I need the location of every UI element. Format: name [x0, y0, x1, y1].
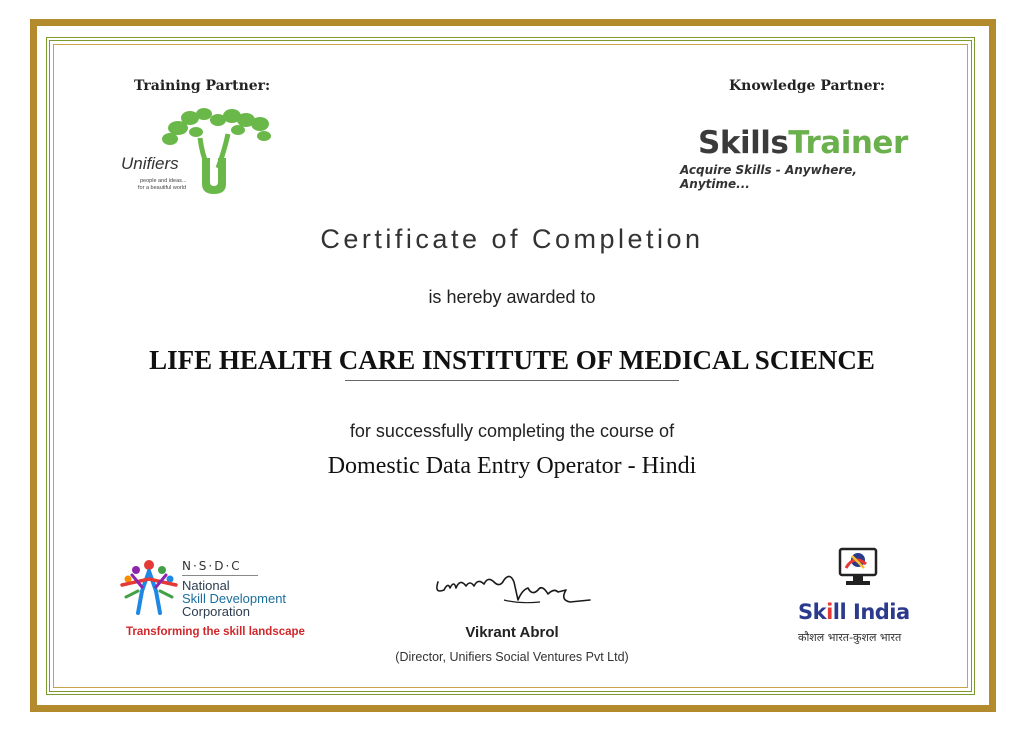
- nsdc-name-line3: Corporation: [182, 604, 250, 619]
- signatory-title: (Director, Unifiers Social Ventures Pvt Ltd): [395, 650, 629, 664]
- computer-hand-logo-icon: [836, 546, 880, 590]
- skillstrainer-wordmark: [680, 125, 930, 161]
- course-intro-text: for successfully completing the course of: [349, 421, 675, 441]
- recipient-name: LIFE HEALTH CARE INSTITUTE OF MEDICAL SCIENCE: [149, 345, 875, 375]
- certificate-title: Certificate of Completion: [320, 224, 704, 254]
- skillstrainer-trainer-text: Trainer: [788, 125, 908, 161]
- unifiers-tagline-1: people and ideas...: [140, 178, 187, 184]
- skill-india-hindi-tagline: कौशल भारत-कुशल भारत: [798, 631, 902, 644]
- skillstrainer-skills-text: Skills: [698, 125, 789, 161]
- recipient-underline: [345, 380, 679, 381]
- unifiers-logo: [118, 106, 278, 198]
- skill-india-title-part1: Sk: [798, 600, 827, 624]
- awarded-text: is hereby awarded to: [428, 287, 596, 307]
- skill-india-logo: [792, 546, 932, 646]
- signature-icon: [430, 560, 600, 615]
- nsdc-name-line1: National: [182, 578, 230, 593]
- nsdc-letters: N·S·D·C: [182, 559, 242, 573]
- skillstrainer-tagline: Acquire Skills - Anywhere, Anytime...: [680, 163, 857, 191]
- skill-india-i-accent: i: [826, 600, 833, 624]
- unifiers-tagline-2: for a beautiful world: [138, 185, 186, 191]
- nsdc-divider: [182, 575, 258, 576]
- knowledge-partner-label: Knowledge Partner:: [729, 78, 886, 94]
- signatory-name: Vikrant Abrol: [465, 624, 559, 641]
- nsdc-name-line2: Skill Development: [182, 591, 287, 606]
- unifiers-wordmark: Unifiers: [121, 154, 179, 173]
- nsdc-tagline: Transforming the skill landscape: [126, 626, 305, 638]
- people-figures-logo-icon: [118, 557, 180, 619]
- training-partner-label: Training Partner:: [134, 78, 271, 94]
- skill-india-title-part2: ll India: [832, 600, 910, 624]
- course-name: Domestic Data Entry Operator - Hindi: [327, 453, 697, 479]
- skill-india-title: [798, 600, 910, 624]
- signature: [430, 560, 600, 615]
- skillstrainer-logo: [680, 125, 930, 191]
